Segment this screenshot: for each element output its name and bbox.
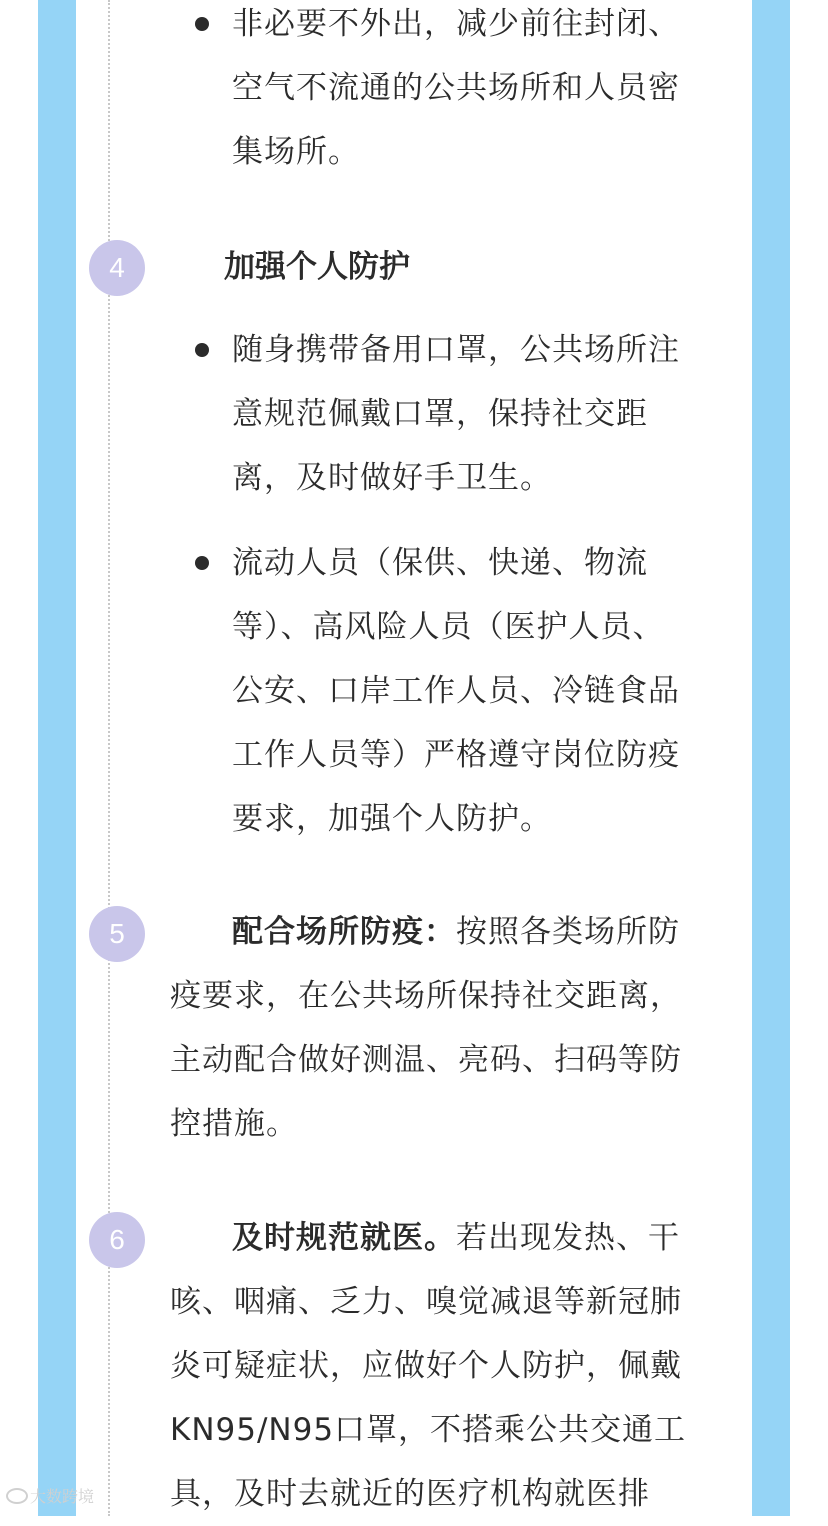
left-border: [38, 0, 76, 1516]
section4-item2: [232, 531, 680, 851]
text-line: 主动配合做好测温、亮码、扫码等防: [170, 1042, 682, 1078]
text-line: 工作人员等）严格遵守岗位防疫: [232, 737, 680, 773]
bullet-dot: [195, 17, 209, 31]
text-line: 集场所。: [232, 134, 360, 170]
section5-title: 配合场所防疫：: [232, 914, 456, 950]
text-line: [170, 1206, 686, 1270]
text-line: 公安、口岸工作人员、冷链食品: [232, 673, 680, 709]
section4-item1: [232, 318, 680, 510]
bullet-dot: [195, 556, 209, 570]
section6-paragraph: [170, 1206, 686, 1526]
watermark-text: 大数跨境: [30, 1489, 95, 1506]
text-line: 非必要不外出，减少前往封闭、: [232, 6, 680, 42]
section5-text: 按照各类场所防: [456, 914, 680, 950]
step-badge-4: 4: [89, 240, 145, 296]
text-line: 炎可疑症状，应做好个人防护，佩戴: [170, 1348, 682, 1384]
step-badge-5: 5: [89, 906, 145, 962]
section6-title: 及时规范就医。: [232, 1220, 456, 1256]
timeline-line: [108, 0, 110, 1516]
step-badge-6: 6: [89, 1212, 145, 1268]
text-line: KN95/N95口罩，不搭乘公共交通工: [170, 1412, 687, 1448]
text-line: 随身携带备用口罩，公共场所注: [232, 332, 680, 368]
text-line: 具，及时去就近的医疗机构就医排: [170, 1476, 650, 1512]
text-line: 流动人员（保供、快递、物流: [232, 545, 648, 581]
text-line: 控措施。: [170, 1106, 298, 1142]
text-line: 离，及时做好手卫生。: [232, 460, 552, 496]
text-line: 空气不流通的公共场所和人员密: [232, 70, 680, 106]
text-line: 疫要求，在公共场所保持社交距离，: [170, 978, 682, 1014]
watermark: [6, 1484, 94, 1507]
text-line: 等）、高风险人员（医护人员、: [232, 609, 665, 645]
section4-heading: 加强个人防护: [224, 249, 410, 285]
watermark-logo-icon: [6, 1488, 28, 1504]
text-line: 要求，加强个人防护。: [232, 801, 552, 837]
section6-text: 若出现发热、干: [456, 1220, 680, 1256]
section3-item: [232, 0, 680, 184]
text-line: 咳、咽痛、乏力、嗅觉减退等新冠肺: [170, 1284, 682, 1320]
right-border: [752, 0, 790, 1516]
text-line: [170, 900, 682, 964]
bullet-dot: [195, 343, 209, 357]
text-line: 意规范佩戴口罩，保持社交距: [232, 396, 648, 432]
section5-paragraph: [170, 900, 682, 1156]
